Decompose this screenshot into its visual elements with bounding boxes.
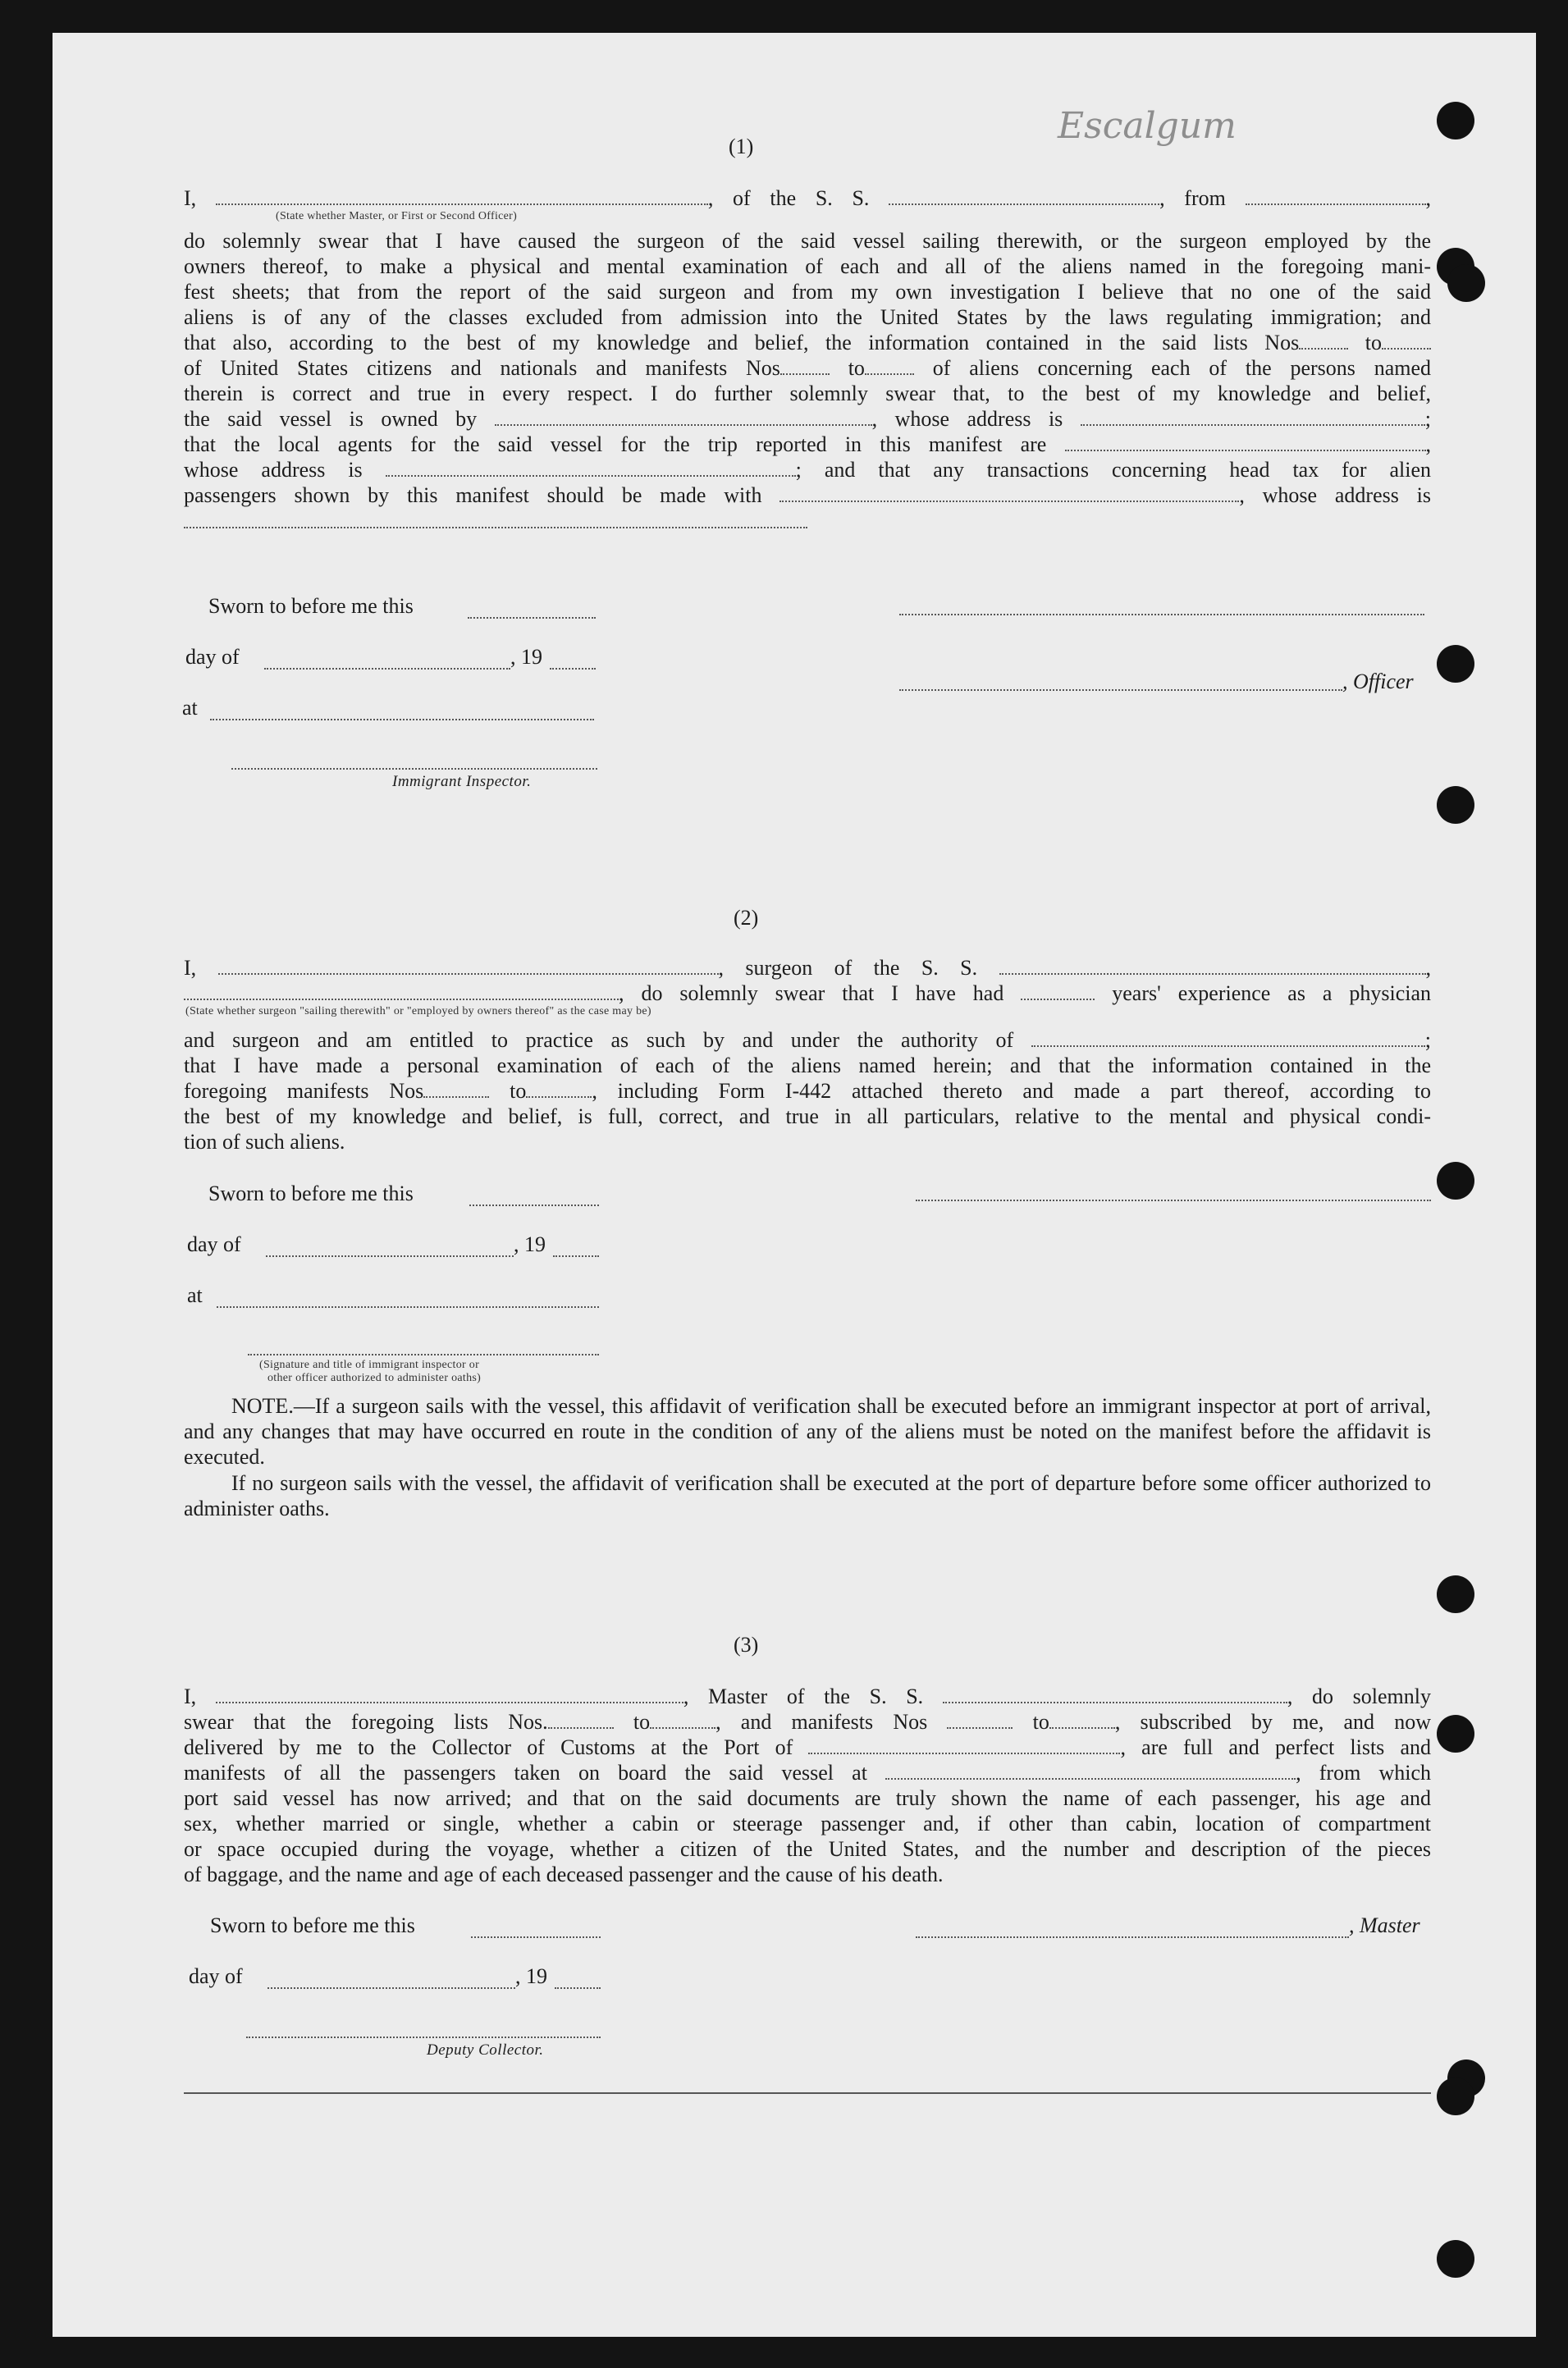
field-caption: (State whether surgeon "sailing therewith" or "employed by owners thereof" as the case may be) bbox=[185, 1005, 651, 1017]
manifests-from-field[interactable] bbox=[423, 1080, 489, 1098]
a3-line-2: swear that the foregoing lists Nos. to , and manifests Nos to , subscribed by me, and now bbox=[184, 1710, 1432, 1734]
signature-caption: (Signature and title of immigrant inspector or bbox=[259, 1359, 480, 1371]
punch-hole bbox=[1437, 1575, 1474, 1613]
handwritten-annotation: Escalgum bbox=[1058, 105, 1237, 147]
officer-name-field[interactable] bbox=[899, 688, 1342, 691]
master-label: , Master bbox=[1349, 1913, 1420, 1937]
manifests-to-field[interactable] bbox=[865, 357, 914, 375]
a1-line-7: of United States citizens and nationals and manifests Nos to of aliens concerning each of the persons named bbox=[184, 356, 1431, 380]
a1-line-12: passengers shown by this manifest should be made with , whose address is bbox=[184, 483, 1431, 507]
punch-hole bbox=[1437, 1162, 1474, 1200]
manifests-to-field[interactable] bbox=[526, 1080, 592, 1098]
officer-signature-line[interactable] bbox=[248, 1352, 599, 1355]
a2-line-3: and surgeon and am entitled to practice as such by and under the authority of ; bbox=[184, 1028, 1432, 1052]
punch-hole bbox=[1437, 1715, 1474, 1753]
manifests-from-field[interactable] bbox=[780, 357, 830, 375]
inspector-signature-line[interactable] bbox=[231, 766, 597, 770]
a1-line-8: therein is correct and true in every respect. I do further solemnly swear that, to the best of my knowledge and belief, bbox=[184, 382, 1431, 405]
years-field[interactable] bbox=[1021, 982, 1095, 1000]
year-field[interactable] bbox=[553, 1254, 599, 1257]
a1-line-9: the said vessel is owned by , whose address is ; bbox=[184, 407, 1431, 431]
lists-from-field[interactable] bbox=[1299, 331, 1348, 350]
note-paragraph-1: NOTE.—If a surgeon sails with the vessel, this affidavit of verification shall be executed before an immigrant inspector at port of arrival, and any changes that may have occurred en route in the condition of any of the aliens must be noted on the manifest before the affidavit is executed. bbox=[184, 1394, 1431, 1469]
a3-line-4: manifests of all the passengers taken on board the said vessel at , from which bbox=[184, 1761, 1431, 1785]
embarkation-port-field[interactable] bbox=[885, 1762, 1296, 1780]
section-number-1: (1) bbox=[729, 135, 754, 158]
a1-line-11: whose address is ; and that any transactions concerning head tax for alien bbox=[184, 458, 1431, 482]
officer-label: , Officer bbox=[1342, 670, 1414, 693]
officer-signature-line[interactable] bbox=[899, 612, 1424, 615]
surgeon-name-field[interactable] bbox=[218, 957, 719, 975]
authority-field[interactable] bbox=[1031, 1029, 1425, 1047]
master-name-field[interactable] bbox=[216, 1685, 683, 1703]
head-tax-field[interactable] bbox=[779, 484, 1239, 502]
surgeon-signature-line[interactable] bbox=[916, 1198, 1431, 1201]
punch-hole bbox=[1437, 786, 1474, 824]
a3-line-6: sex, whether married or single, whether a cabin or steerage passenger and, if other than cabin, location of compartment bbox=[184, 1812, 1431, 1835]
year-field[interactable] bbox=[550, 666, 596, 670]
day-of-field[interactable] bbox=[267, 1986, 515, 1989]
sworn-date-field[interactable] bbox=[468, 615, 596, 619]
note-paragraph-2: If no surgeon sails with the vessel, the affidavit of verification shall be executed at the port of departure before some officer authorized to administer oaths. bbox=[184, 1471, 1431, 1520]
day-of-label: day of bbox=[187, 1232, 241, 1256]
a1-line-5: aliens is of any of the classes excluded from admission into the United States by the laws regulating immigration; and bbox=[184, 305, 1431, 329]
punch-hole bbox=[1437, 2240, 1474, 2278]
section-number-3: (3) bbox=[734, 1633, 759, 1657]
a3-line-5: port said vessel has now arrived; and that on the said documents are truly shown the name of each passenger, his age and bbox=[184, 1786, 1431, 1810]
name-field[interactable] bbox=[216, 187, 708, 205]
port-field[interactable] bbox=[808, 1736, 1120, 1754]
a1-line-1: I, , of the S. S. , from , bbox=[184, 186, 1432, 210]
vessel-field[interactable] bbox=[889, 187, 1159, 205]
at-label: at bbox=[187, 1283, 203, 1307]
a3-line-1: I, , Master of the S. S. , do solemnly bbox=[184, 1685, 1432, 1708]
lists-from-field[interactable] bbox=[548, 1711, 614, 1729]
a1-line-2: do solemnly swear that I have caused the surgeon of the said vessel sailing therewith, or the surgeon employed by the bbox=[184, 229, 1431, 253]
collector-label: Deputy Collector. bbox=[427, 2041, 544, 2059]
signature-caption: other officer authorized to administer oaths) bbox=[267, 1372, 482, 1384]
surgeon-status-field[interactable] bbox=[184, 982, 619, 1000]
master-vessel-field[interactable] bbox=[943, 1685, 1287, 1703]
year-label: , 19 bbox=[514, 1232, 546, 1256]
a3-line-3: delivered by me to the Collector of Customs at the Port of , are full and perfect lists and bbox=[184, 1735, 1431, 1759]
year-field[interactable] bbox=[555, 1986, 601, 1989]
a1-line-3: owners thereof, to make a physical and mental examination of each and all of the aliens named in the foregoing mani- bbox=[184, 254, 1431, 278]
year-label: , 19 bbox=[510, 645, 542, 669]
owner-field[interactable] bbox=[495, 408, 872, 426]
manifests-to-field[interactable] bbox=[1049, 1711, 1115, 1729]
form-page bbox=[53, 33, 1536, 2337]
head-tax-address-field[interactable] bbox=[184, 525, 807, 528]
collector-signature-line[interactable] bbox=[246, 2035, 601, 2038]
sworn-label: Sworn to before me this bbox=[208, 594, 414, 618]
day-of-field[interactable] bbox=[266, 1254, 514, 1257]
day-of-label: day of bbox=[189, 1964, 243, 1988]
lists-to-field[interactable] bbox=[1382, 331, 1431, 350]
bottom-rule bbox=[184, 2092, 1431, 2094]
a1-line-6: that also, according to the best of my knowledge and belief, the information contained in the said lists Nos to bbox=[184, 330, 1431, 355]
a2-line-4: that I have made a personal examination of each of the aliens named herein; and that the information contained in the bbox=[184, 1054, 1431, 1077]
punch-hole bbox=[1447, 264, 1485, 302]
a1-line-10: that the local agents for the said vessel for the trip reported in this manifest are , bbox=[184, 432, 1432, 456]
punch-hole bbox=[1437, 2078, 1474, 2115]
at-field[interactable] bbox=[217, 1305, 599, 1308]
a2-line-2: , do solemnly swear that I have had years' experience as a physician bbox=[184, 981, 1431, 1006]
year-label: , 19 bbox=[515, 1964, 547, 1988]
a3-line-8: of baggage, and the name and age of each deceased passenger and the cause of his death. bbox=[184, 1863, 944, 1886]
manifests-from-field[interactable] bbox=[947, 1711, 1013, 1729]
section-number-2: (2) bbox=[734, 906, 759, 930]
a1-line-4: fest sheets; that from the report of the said surgeon and from my own investigation I believe that no one of the said bbox=[184, 280, 1431, 304]
day-of-field[interactable] bbox=[264, 666, 510, 670]
inspector-label: Immigrant Inspector. bbox=[392, 773, 532, 790]
day-of-label: day of bbox=[185, 645, 240, 669]
a2-line-7: tion of such aliens. bbox=[184, 1130, 345, 1154]
field-caption: (State whether Master, or First or Second Officer) bbox=[276, 210, 518, 222]
agents-address-field[interactable] bbox=[386, 459, 796, 477]
owner-address-field[interactable] bbox=[1081, 408, 1425, 426]
at-field[interactable] bbox=[210, 717, 594, 720]
lists-to-field[interactable] bbox=[650, 1711, 715, 1729]
from-field[interactable] bbox=[1246, 187, 1426, 205]
at-label: at bbox=[182, 696, 198, 720]
punch-hole bbox=[1437, 645, 1474, 683]
sworn-label: Sworn to before me this bbox=[208, 1182, 414, 1205]
a2-line-6: the best of my knowledge and belief, is full, correct, and true in all particulars, relative to the mental and physical condi- bbox=[184, 1104, 1431, 1128]
punch-hole bbox=[1437, 102, 1474, 139]
agents-field[interactable] bbox=[1065, 433, 1426, 451]
sworn-date-field[interactable] bbox=[469, 1203, 599, 1206]
surgeon-vessel-field[interactable] bbox=[999, 957, 1426, 975]
sworn-label: Sworn to before me this bbox=[210, 1913, 415, 1937]
a2-line-5: foregoing manifests Nos to , including Form I-442 attached thereto and made a part thereof, according to bbox=[184, 1079, 1431, 1103]
master-signature-line[interactable] bbox=[916, 1935, 1349, 1938]
a3-line-7: or space occupied during the voyage, whether a citizen of the United States, and the number and description of the pieces bbox=[184, 1837, 1431, 1861]
sworn-date-field[interactable] bbox=[471, 1935, 601, 1938]
a2-line-1: I, , surgeon of the S. S. , bbox=[184, 956, 1431, 980]
